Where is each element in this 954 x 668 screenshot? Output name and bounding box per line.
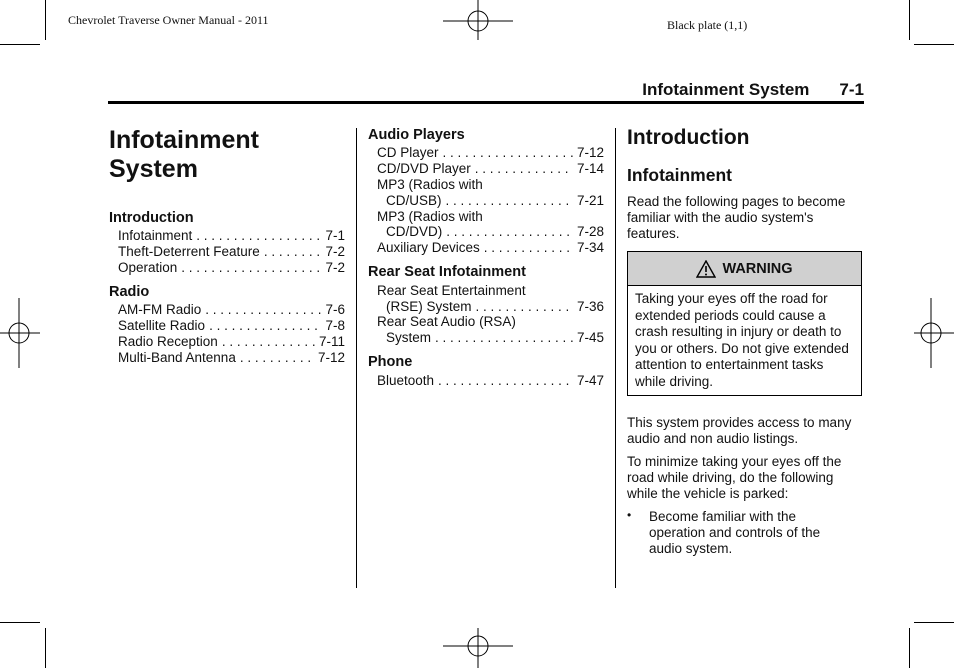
registration-mark-icon: [914, 298, 954, 368]
toc-entry-page: 7-2: [325, 244, 345, 259]
toc-entry-label: (RSE) System: [386, 299, 472, 314]
toc-entry-page: 7-45: [576, 330, 604, 345]
toc-entry-page: 7-34: [576, 240, 604, 255]
registration-mark-icon: [443, 628, 513, 668]
toc-entry[interactable]: [118, 334, 345, 350]
toc-entry-page: 7-21: [576, 193, 604, 208]
bullet-item: Become familiar with the operation and controls of the audio system.: [649, 509, 821, 556]
crop-mark: [914, 44, 954, 45]
toc-entry[interactable]: [118, 350, 345, 366]
toc-entry-label: Satellite Radio: [118, 318, 206, 333]
toc-entry[interactable]: [118, 228, 345, 244]
toc-entry[interactable]: [118, 260, 345, 276]
crop-mark: [45, 0, 46, 40]
toc-entry-page: 7-36: [576, 299, 604, 314]
toc-entry[interactable]: [386, 224, 604, 240]
chapter-title: [109, 126, 259, 184]
column-divider: [356, 128, 357, 588]
section-heading: Introduction: [627, 126, 750, 149]
crop-mark: [909, 0, 910, 40]
print-header-right: Black plate (1,1): [667, 18, 748, 32]
toc-entry[interactable]: [377, 240, 604, 256]
chapter-title-line: Infotainment: [109, 126, 259, 154]
toc-entry-page: 7-6: [325, 302, 345, 317]
toc-entry[interactable]: [118, 244, 345, 260]
toc-entry-page: 7-14: [576, 161, 604, 176]
toc-entry-label: CD Player: [377, 145, 439, 160]
toc-entry[interactable]: [377, 145, 604, 161]
toc-entry[interactable]: [386, 193, 604, 209]
running-header-page: 7-1: [839, 80, 864, 99]
warning-triangle-icon: [696, 260, 716, 278]
warning-title: WARNING: [722, 260, 793, 277]
toc-section-rear-seat: Rear Seat Infotainment: [368, 264, 526, 280]
toc-entry-label: Theft-Deterrent Feature: [118, 244, 260, 259]
toc-section-phone: Phone: [368, 354, 413, 370]
toc-entry-label: CD/DVD Player: [377, 161, 471, 176]
print-header-left: Chevrolet Traverse Owner Manual - 2011: [68, 13, 269, 27]
toc-entry[interactable]: [386, 299, 604, 315]
toc-entry-page: 7-28: [576, 224, 604, 239]
toc-section-introduction: Introduction: [109, 210, 194, 226]
registration-mark-icon: [0, 298, 40, 368]
toc-entry-label: Operation: [118, 260, 178, 275]
toc-entry-page: 7-1: [325, 228, 345, 243]
toc-entry-page: 7-12: [576, 145, 604, 160]
toc-entry-label: MP3 (Radios with: [377, 209, 483, 224]
toc-entry-page: 7-8: [325, 318, 345, 333]
toc-entry[interactable]: [118, 318, 345, 334]
toc-entry-page: 7-11: [318, 334, 345, 349]
toc-entry-page: 7-12: [317, 350, 345, 365]
crop-mark: [0, 44, 40, 45]
crop-mark: [45, 628, 46, 668]
toc-entry-label: Bluetooth: [377, 373, 435, 388]
toc-entry[interactable]: [118, 302, 345, 318]
header-rule: [108, 101, 864, 104]
toc-entry-label: Auxiliary Devices: [377, 240, 480, 255]
toc-section-radio: Radio: [109, 284, 150, 300]
toc-entry[interactable]: [386, 330, 604, 346]
toc-entry-label: CD/USB): [386, 193, 442, 208]
toc-entry-page: 7-2: [325, 260, 345, 275]
running-header-section: Infotainment System: [642, 80, 810, 99]
toc-entry-label: Radio Reception: [118, 334, 218, 349]
warning-text: Taking your eyes off the road for extended periods could cause a crash resulting in injury or death to you or others. Do not give extended attention to entertainment tasks while driving.: [635, 291, 849, 389]
chapter-title-line: System: [109, 155, 198, 183]
body-paragraph: To minimize taking your eyes off the road while driving, do the following while the vehicle is parked:: [627, 454, 842, 501]
toc-section-audio-players: Audio Players: [368, 127, 465, 143]
subsection-heading: Infotainment: [627, 165, 732, 185]
toc-entry[interactable]: [377, 161, 604, 177]
toc-entry-label: System: [386, 330, 432, 345]
body-paragraph: Read the following pages to become familiar with the audio system's features.: [627, 194, 846, 241]
crop-mark: [909, 628, 910, 668]
toc-entry-label: Infotainment: [118, 228, 193, 243]
toc-entry-label: MP3 (Radios with: [377, 177, 483, 192]
registration-mark-icon: [443, 0, 513, 40]
toc-entry-label: Multi-Band Antenna: [118, 350, 236, 365]
toc-entry-page: 7-47: [576, 373, 604, 388]
warning-header: [628, 252, 861, 286]
warning-box: [627, 251, 862, 396]
toc-entry-label: Rear Seat Entertainment: [377, 283, 526, 298]
toc-entry-label: Rear Seat Audio (RSA): [377, 314, 516, 329]
crop-mark: [0, 622, 40, 623]
running-header: [642, 80, 864, 100]
crop-mark: [914, 622, 954, 623]
column-divider: [615, 128, 616, 588]
bullet-marker: •: [627, 508, 632, 522]
toc-entry-label: AM-FM Radio: [118, 302, 202, 317]
toc-entry-label: CD/DVD): [386, 224, 443, 239]
toc-entry[interactable]: [377, 373, 604, 389]
body-paragraph: This system provides access to many audio and non audio listings.: [627, 415, 852, 446]
